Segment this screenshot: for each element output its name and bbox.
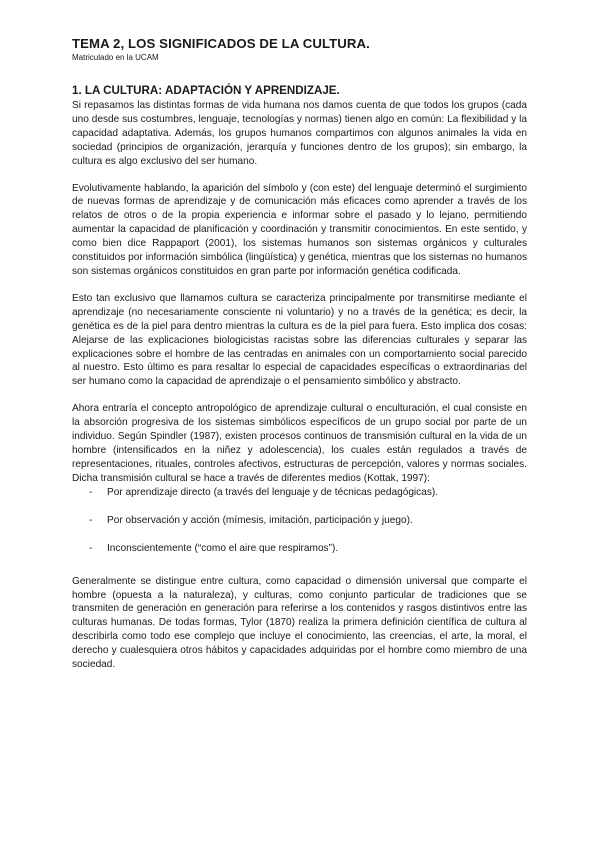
paragraph-3: Esto tan exclusivo que llamamos cultura se caracteriza principalmente por transmitirse mediante el aprendizaje (no necesariamente consciente ni voluntario) y no a través de la genética; es decir, la genética es de la piel para dentro mientras la cultura es de la piel para fuera. Esto implica dos cosas: Alejarse de las explicaciones biologicistas racistas sobre las diferencias culturales y separar las explicaciones sobre el hombre de las centradas en animales con un comportamiento social parecido al nuestro. Esto último es para resaltar lo especial de capacidades específicas o extraordinarias del ser humano como la capacidad de aprendizaje o el pensamiento simbólico y abstracto. <box>72 292 527 388</box>
document-subtitle: Matriculado en la UCAM <box>72 53 159 62</box>
paragraph-4: Ahora entraría el concepto antropológico de aprendizaje cultural o enculturación, el cual consiste en la absorción progresiva de los sistemas simbólicos específicos de un grupo social por parte de un individuo. Según Spindler (1987), existen procesos continuos de transmisión cultural en la vida de un hombre (intensificados en la niñez y adolescencia), los cuales están regulados a través de representaciones, rituales, controles afectivos, estructuras de percepción, valores y normas sociales. Dicha transmisión cultural se hace a través de diferentes medios (Kottak, 1997): <box>72 403 527 484</box>
section-heading: 1. LA CULTURA: ADAPTACIÓN Y APRENDIZAJE. <box>72 84 340 97</box>
list-item <box>72 542 527 556</box>
list-item <box>72 486 527 500</box>
paragraph-5: Generalmente se distingue entre cultura, como capacidad o dimensión universal que comparte el hombre (opuesta a la naturaleza), y culturas, como conjunto particular de tradiciones que se transmiten de generación en generación para referirse a los contenidos y rasgos distintivos entre las culturas humanas. De todas formas, Tylor (1870) realiza la primera definición científica de cultura al describirla como todo ese complejo que incluye el conocimiento, las creencias, el arte, la moral, el derecho y cualesquiera otros hábitos y capacidades adquiridas por el hombre como miembro de una sociedad. <box>72 575 527 671</box>
bullet-dash: - <box>89 514 93 526</box>
list-item <box>72 514 527 528</box>
list-item-text: Por observación y acción (mímesis, imitación, participación y juego). <box>107 514 413 526</box>
transmission-means-list <box>72 486 527 556</box>
bullet-dash: - <box>89 486 93 498</box>
list-item-text: Inconscientemente (“como el aire que respiramos”). <box>107 542 339 554</box>
document-page <box>72 36 527 672</box>
document-title: TEMA 2, LOS SIGNIFICADOS DE LA CULTURA. <box>72 36 370 51</box>
paragraph-2: Evolutivamente hablando, la aparición del símbolo y (con este) del lenguaje determinó el surgimiento de nuevas formas de aprendizaje y de comunicación más eficaces como aprender a través de los relatos de otros o de la propia experiencia e informar sobre el pasado y lo lejano, permitiendo aumentar la capacidad de planificación y coordinación y transmitir conocimientos. En este sentido, y como bien dice Rappaport (2001), los sistemas humanos son sistemas orgánicos y culturales constituidos por información simbólica (lingüística) y genética, mientras que los sistemas no humanos son sistemas orgánicos constituidos en gran parte por información genética codificada. <box>72 182 527 277</box>
list-item-text: Por aprendizaje directo (a través del lenguaje y de técnicas pedagógicas). <box>107 486 439 498</box>
bullet-dash: - <box>89 542 93 554</box>
paragraph-1: Si repasamos las distintas formas de vida humana nos damos cuenta de que todos los grupos (cada uno desde sus costumbres, lenguaje, tecnologías y normas) tienen algo en común: La flexibilidad y la capacidad adaptativa. Además, los grupos humanos compartimos con algunos animales la vida en sociedad (principios de organización, jerarquía y funciones dentro de los grupos); sin embargo, la cultura es algo exclusivo del ser humano. <box>72 100 527 167</box>
